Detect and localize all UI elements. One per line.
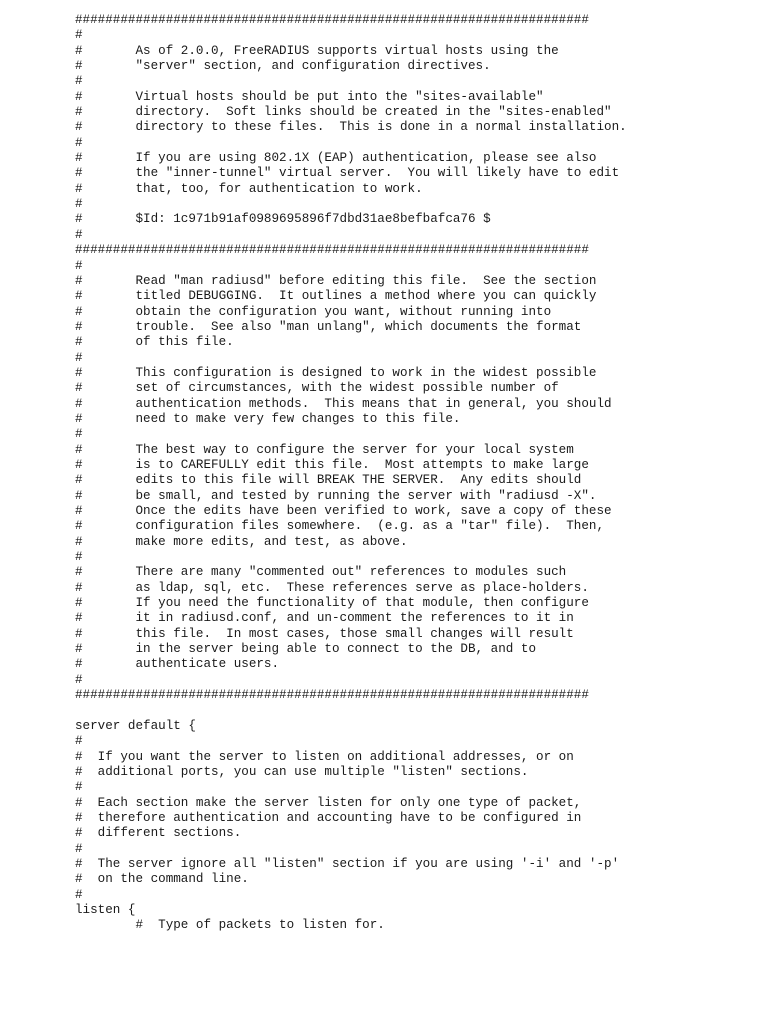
code-line: # As of 2.0.0, FreeRADIUS supports virtual hosts using the — [75, 43, 559, 58]
code-line: # therefore authentication and accounting have to be configured in — [75, 810, 582, 825]
code-line: # — [75, 350, 83, 365]
code-line: # on the command line. — [75, 872, 249, 887]
code-line: # — [75, 550, 83, 565]
code-line: # set of circumstances, with the widest possible number of — [75, 381, 559, 396]
code-line: # be small, and tested by running the server with "radiusd -X". — [75, 488, 597, 503]
code-line: # $Id: 1c971b91af0989695896f7dbd31ae8befbafca76 $ — [75, 212, 491, 227]
code-line: # is to CAREFULLY edit this file. Most attempts to make large — [75, 457, 589, 472]
code-line: # directory to these files. This is done in a normal installation. — [75, 120, 627, 135]
code-line: #################################################################### — [75, 13, 589, 27]
code-line: # There are many "commented out" references to modules such — [75, 565, 567, 580]
code-line: # obtain the configuration you want, without running into — [75, 304, 552, 319]
code-line: #################################################################### — [75, 243, 589, 258]
code-line: # — [75, 197, 83, 212]
code-line: # authentication methods. This means that in general, you should — [75, 396, 612, 411]
code-line: # the "inner-tunnel" virtual server. You will likely have to edit — [75, 166, 620, 181]
code-line: # This configuration is designed to work in the widest possible — [75, 365, 597, 380]
code-line: # If you need the functionality of that module, then configure — [75, 596, 589, 611]
code-line: # — [75, 734, 83, 749]
code-line: # edits to this file will BREAK THE SERVER. Any edits should — [75, 473, 582, 488]
code-line: # If you want the server to listen on additional addresses, or on — [75, 749, 574, 764]
code-line: # authenticate users. — [75, 657, 280, 672]
code-line: #################################################################### — [75, 688, 589, 703]
code-line: # — [75, 258, 83, 273]
code-line: # — [75, 28, 83, 43]
code-line: listen { — [75, 902, 136, 917]
code-line: # additional ports, you can use multiple "listen" sections. — [75, 764, 529, 779]
code-line: # The best way to configure the server for your local system — [75, 442, 574, 457]
code-line: # — [75, 227, 83, 242]
code-line: # — [75, 887, 83, 902]
code-line: # configuration files somewhere. (e.g. as a "tar" file). Then, — [75, 519, 605, 534]
code-line: # in the server being able to connect to the DB, and to — [75, 642, 537, 657]
code-line: # The server ignore all "listen" section if you are using '-i' and '-p' — [75, 856, 620, 871]
code-line: # make more edits, and test, as above. — [75, 534, 408, 549]
code-line: # Each section make the server listen for only one type of packet, — [75, 795, 582, 810]
code-line: # Virtual hosts should be put into the "sites-available" — [75, 89, 544, 104]
code-line: # Type of packets to listen for. — [75, 918, 385, 933]
code-line: # If you are using 802.1X (EAP) authentication, please see also — [75, 151, 597, 166]
code-line: # — [75, 427, 83, 442]
code-line: # need to make very few changes to this file. — [75, 411, 461, 426]
code-line: # trouble. See also "man unlang", which documents the format — [75, 319, 582, 334]
code-line: # — [75, 780, 83, 795]
code-line: # of this file. — [75, 335, 234, 350]
code-line: # titled DEBUGGING. It outlines a method where you can quickly — [75, 289, 597, 304]
code-line: # directory. Soft links should be created in the "sites-enabled" — [75, 105, 612, 120]
code-line: # that, too, for authentication to work. — [75, 181, 423, 196]
code-line: # "server" section, and configuration directives. — [75, 59, 491, 74]
code-line: # — [75, 135, 83, 150]
config-file-text — [75, 13, 755, 934]
code-line: # different sections. — [75, 826, 242, 841]
code-line: # — [75, 672, 83, 687]
code-line: # this file. In most cases, those small changes will result — [75, 626, 574, 641]
code-line: # it in radiusd.conf, and un-comment the references to it in — [75, 611, 574, 626]
code-line: # Read "man radiusd" before editing this file. See the section — [75, 273, 597, 288]
code-line: # as ldap, sql, etc. These references serve as place-holders. — [75, 580, 589, 595]
code-line: # — [75, 841, 83, 856]
code-line: server default { — [75, 718, 196, 733]
code-line — [75, 703, 755, 718]
code-line: # — [75, 74, 83, 89]
code-line: # Once the edits have been verified to work, save a copy of these — [75, 504, 612, 518]
